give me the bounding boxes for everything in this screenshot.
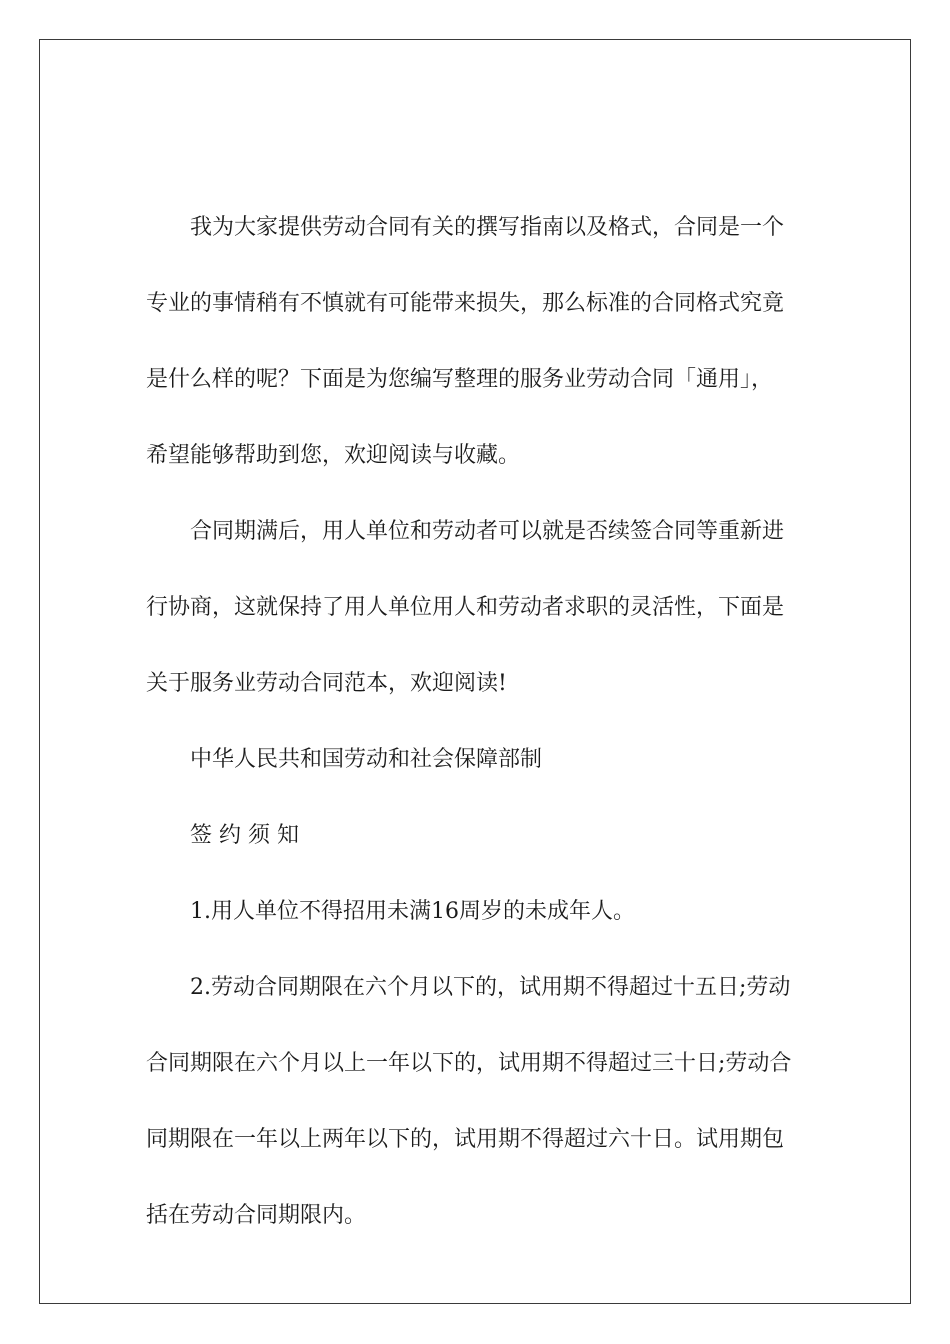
text-line: 2.劳动合同期限在六个月以下的，试用期不得超过十五日;劳动 — [190, 975, 791, 1000]
notice-item-1 — [146, 874, 806, 950]
document-body — [146, 190, 806, 1254]
paragraph-issuer — [146, 722, 806, 798]
text-line: 1.用人单位不得招用未满16周岁的未成年人。 — [190, 899, 635, 924]
paragraph-intro — [146, 190, 806, 494]
section-heading-signing-notice — [146, 798, 806, 874]
text-line: 我为大家提供劳动合同有关的撰写指南以及格式，合同是一个 — [190, 215, 785, 240]
text-line: 括在劳动合同期限内。 — [146, 1203, 367, 1228]
heading-line: 签 约 须 知 — [190, 823, 299, 848]
text-line: 中华人民共和国劳动和社会保障部制 — [190, 747, 543, 772]
paragraph-contract-renewal — [146, 494, 806, 722]
text-line: 同期限在一年以上两年以下的，试用期不得超过六十日。试用期包 — [146, 1127, 785, 1152]
text-line: 关于服务业劳动合同范本，欢迎阅读! — [146, 671, 507, 696]
notice-item-2 — [146, 950, 806, 1254]
text-line: 合同期限在六个月以上一年以下的，试用期不得超过三十日;劳动合 — [146, 1051, 792, 1076]
text-line: 专业的事情稍有不慎就有可能带来损失，那么标准的合同格式究竟 — [146, 291, 785, 316]
text-line: 是什么样的呢？下面是为您编写整理的服务业劳动合同「通用」， — [146, 367, 774, 392]
text-line: 希望能够帮助到您，欢迎阅读与收藏。 — [146, 443, 521, 468]
text-line: 行协商，这就保持了用人单位用人和劳动者求职的灵活性，下面是 — [146, 595, 785, 620]
text-line: 合同期满后，用人单位和劳动者可以就是否续签合同等重新进 — [190, 519, 785, 544]
